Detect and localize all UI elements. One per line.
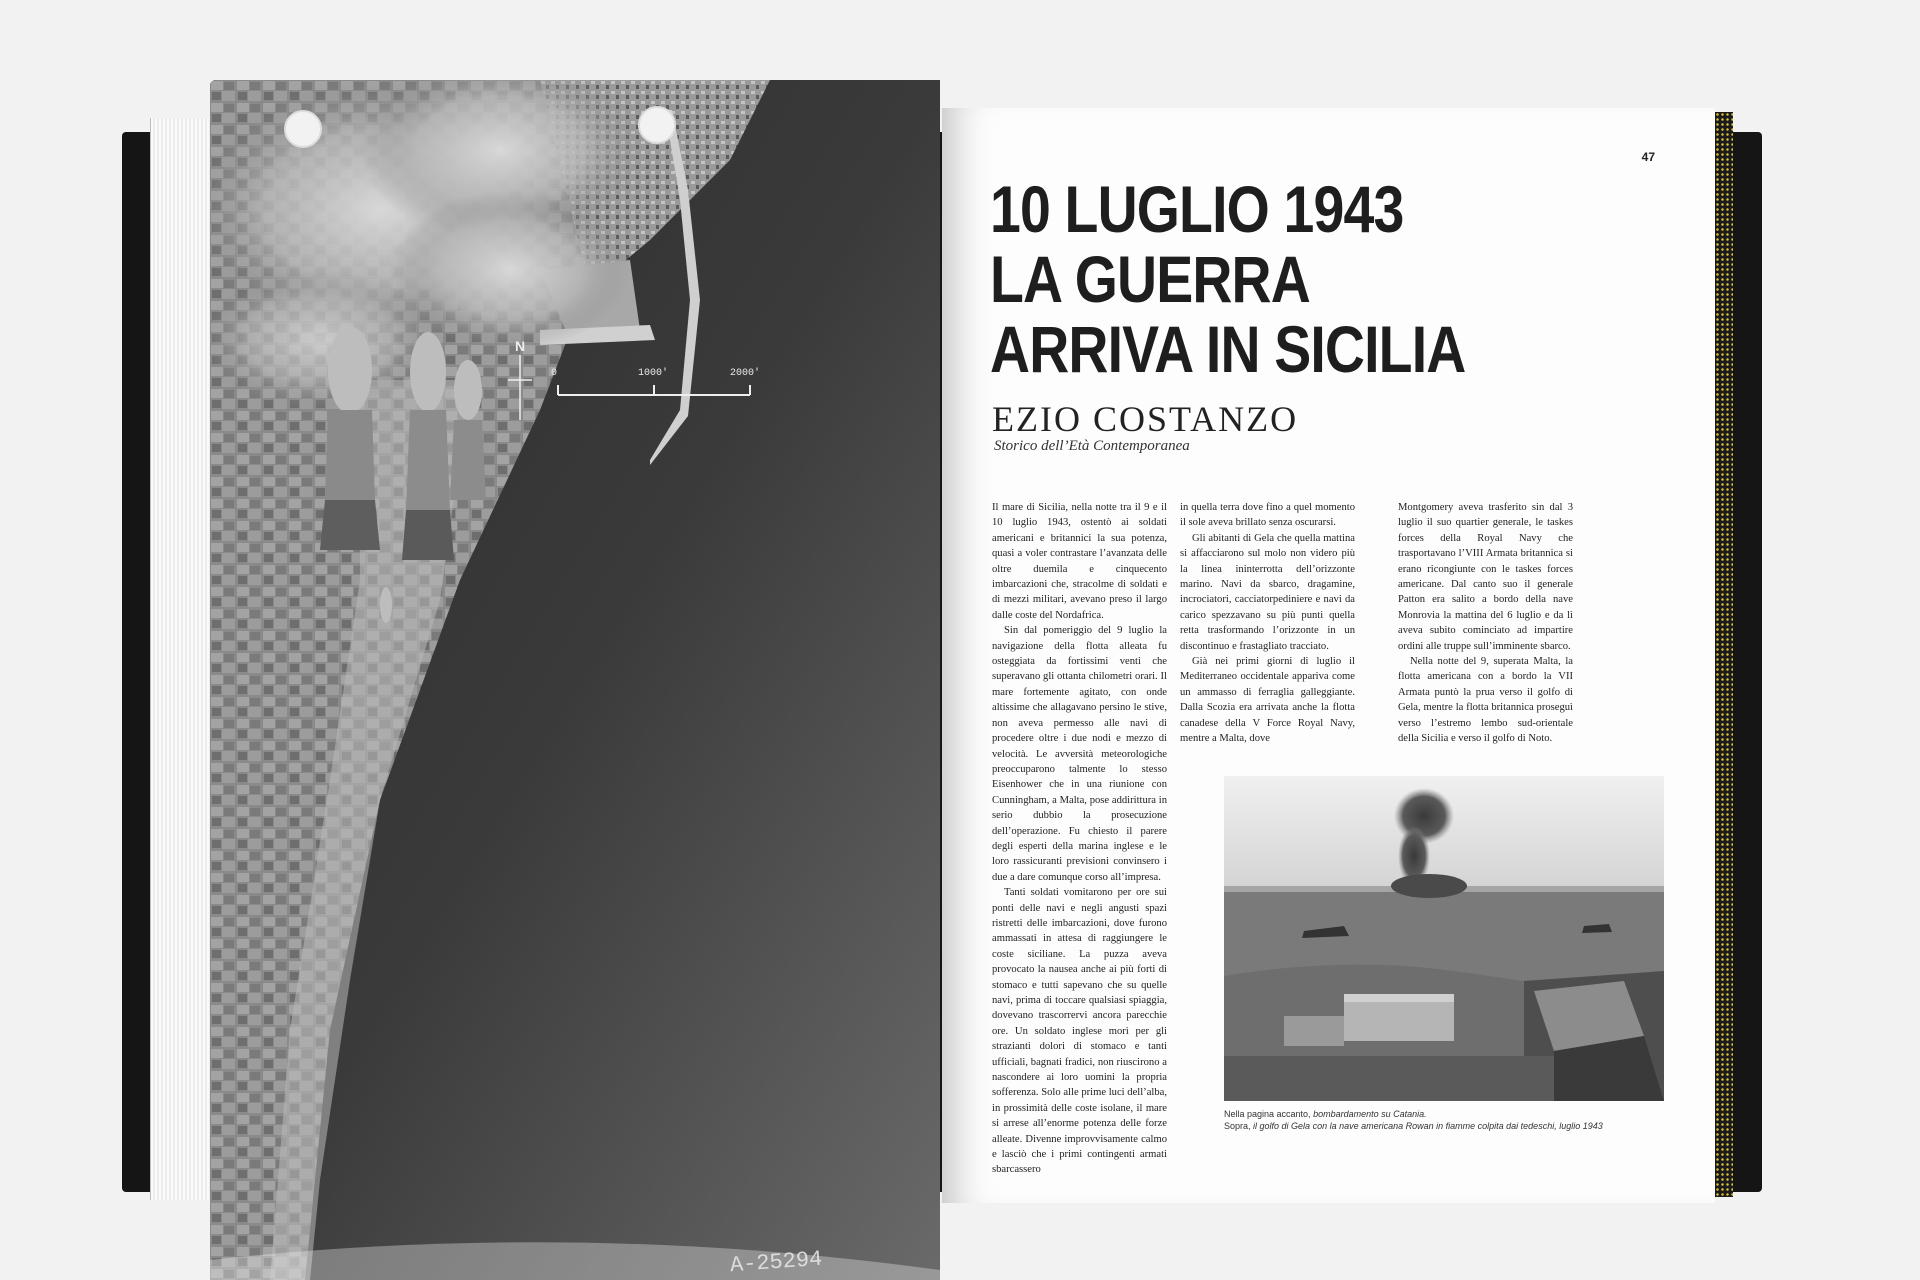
paragraph: Tanti soldati vomitarono per ore sui ponti delle navi e negli angusti spazi ristretti delle imbarcazioni, dove furono ammassati in attesa di raggiungere le coste siciliane. La puzza aveva provocato la nausea anche ai più forti di stomaco e tutti sapevano che su quelle navi, prima di toccare qualsiasi spiaggia, dovevano trascorrervi ancora parecchie ore. Un soldato inglese morì per gli strazianti dolori di stomaco e tanti ufficiali, bagnati fradici, non riuscirono a nascondere ai loro uomini la propria sofferenza. Solo alle prime luci dell’alba, in prossimità delle coste isolane, il mare si arrese all’enorme potenza delle forze alleate. Divenne improvvisamente calmo e lasciò che i primi contingenti armati sbarcassero <box>992 887 1167 1176</box>
title-line-2: LA GUERRA <box>990 242 1310 316</box>
author-role: Storico dell’Età Contemporanea <box>994 438 1190 454</box>
article-column-3 <box>1398 500 1573 747</box>
title-line-3: ARRIVA IN SICILIA <box>990 312 1466 386</box>
page-number: 47 <box>1641 150 1655 164</box>
binder-hole-left <box>284 110 322 148</box>
next-pages-edge <box>1715 112 1733 1197</box>
scale-label-0: 0 <box>551 368 558 379</box>
gela-photo-image <box>1224 776 1664 1101</box>
paragraph: in quella terra dove fino a quel momento il sole aveva brillato senza oscurarsi. <box>1180 502 1355 529</box>
article-column-2 <box>1180 500 1355 747</box>
paragraph: Sin dal pomeriggio del 9 luglio la navigazione della flotta alleata fu osteggiata da fortissimi venti che superavano gli ottanta chilometri orari. Il mare fortemente agitato, con onde altissime che allagavano persino le stive, non aveva permesso alle navi di procedere oltre i due nodi e mezzo di velocità. Le avversità meteorologiche preoccuparono talmente lo stesso Eisenhower che in una riunione con Cunningham, a Malta, pose addirittura in serio dubbio la prosecuzione dell’operazione. Fu chiesto il parere degli esperti della marina inglese e le loro rassicuranti previsioni convinsero i due a dare comunque corso all’impresa. <box>992 625 1167 883</box>
title-line-1: 10 LUGLIO 1943 <box>990 172 1404 246</box>
caption-line-1 <box>1224 1108 1684 1120</box>
right-page-article <box>942 108 1715 1203</box>
compass-north-label: N <box>515 338 526 354</box>
scale-label-1000: 1000' <box>638 368 669 379</box>
paragraph: Il mare di Sicilia, nella notte tra il 9 e il 10 luglio 1943, ostentò ai soldati americani e britannici la sua potenza, quasi a voler contrastare l’avanzata delle oltre duemila e cinquecento imbarcazioni che, stracolme di soldati e di mezzi militari, avevano preso il largo dalle coste del Nordafrica. <box>992 502 1167 621</box>
binder-hole-right <box>638 106 676 144</box>
article-column-1 <box>992 500 1167 1176</box>
paragraph: Montgomery aveva trasferito sin dal 3 luglio il suo quartier generale, le taskes forces della Royal Navy che trasportavano l’VIII Armata britannica si erano ricongiunte con le taskes forces americane. Dal canto suo il generale Patton era salito a bordo della nave Monrovia la mattina del 6 luglio e da lì aveva subito cominciato ad impartire ordini alle truppe sull’imminente sbarco. <box>1398 502 1573 652</box>
caption-line-2-italic: il golfo di Gela con la nave americana Rowan in fiamme colpita dai tedeschi, luglio 1943 <box>1253 1121 1603 1131</box>
caption-line-2-prefix: Sopra, <box>1224 1121 1254 1131</box>
paragraph: Gli abitanti di Gela che quella mattina si affacciarono sul molo non videro più la linea ininterrotta dell’orizzonte marino. Navi da sbarco, dragamine, incrociatori, cacciatorpediniere e navi da carico spezzavano su più punti quella retta trasformando l’orizzonte in un discontinuo e frastagliato tracciato. <box>1180 532 1355 652</box>
gela-harbor-photo <box>1224 776 1664 1101</box>
aerial-photo <box>210 80 940 1280</box>
scale-label-2000: 2000' <box>730 368 761 379</box>
article-title <box>990 174 1465 384</box>
negative-number: A-25294 <box>729 1246 824 1279</box>
caption-line-2 <box>1224 1120 1684 1132</box>
left-page-aerial-photo <box>210 80 940 1280</box>
author-name: EZIO COSTANZO <box>992 399 1299 439</box>
photo-caption <box>1224 1108 1684 1132</box>
paragraph: Già nei primi giorni di luglio il Mediterraneo occidentale appariva come un ammasso di ferraglia galleggiante. Dalla Scozia era arrivata anche la flotta canadese della V Force Royal Navy, mentre a Malta, dove <box>1180 656 1355 745</box>
paragraph: Nella notte del 9, superata Malta, la flotta americana con a bordo la VII Armata puntò la prua verso il golfo di Gela, mentre la flotta britannica proseguì verso l’estremo lembo sud-orientale della Sicilia e verso il golfo di Noto. <box>1398 656 1573 745</box>
caption-line-1-prefix: Nella pagina accanto, <box>1224 1109 1314 1119</box>
caption-line-1-italic: bombardamento su Catania. <box>1313 1109 1427 1119</box>
